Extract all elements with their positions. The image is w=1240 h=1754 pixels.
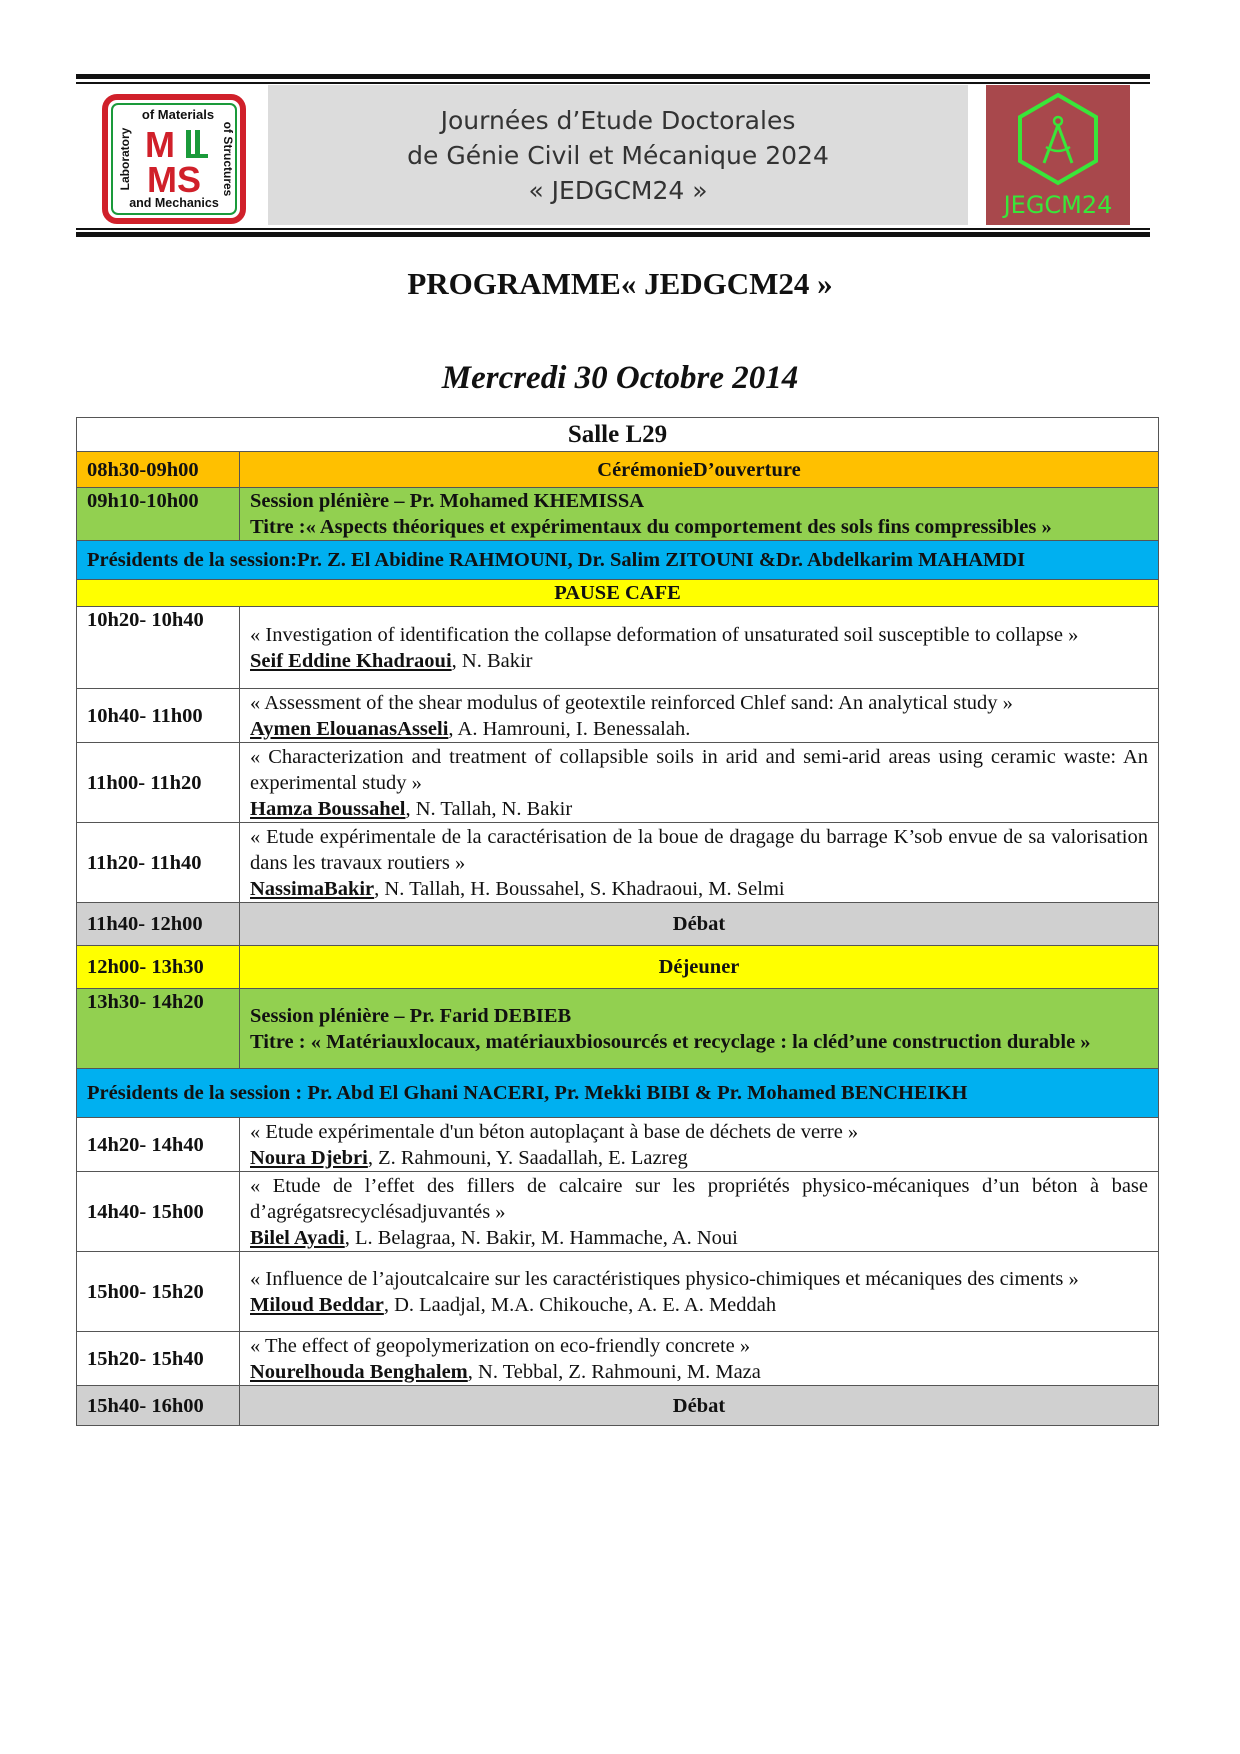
talk-cell <box>240 1172 1159 1252</box>
presidents2-row <box>77 1069 1159 1118</box>
talk-authors <box>250 648 1148 674</box>
talk-title: « Influence de l’ajoutcalcaire sur les caractéristiques physico-chimiques et mécaniques des ciments » <box>250 1267 1079 1290</box>
program-title: PROGRAMME« JEDGCM24 » <box>407 266 833 301</box>
opening-row <box>77 452 1159 488</box>
talk-main-author: NassimaBakir <box>250 877 375 900</box>
debate1-time: 11h40- 12h00 <box>77 903 240 946</box>
talk-row <box>77 689 1159 743</box>
talk-main-author: Miloud Beddar <box>250 1293 384 1316</box>
talk-coauthors: , N. Tallah, H. Boussahel, S. Khadraoui, M. Selmi <box>374 877 785 900</box>
logo-text-right: of Structures <box>221 121 235 197</box>
logo-monogram-m: M <box>145 124 175 165</box>
talk-coauthors: , N. Bakir <box>451 649 533 672</box>
talk-title: « Assessment of the shear modulus of geotextile reinforced Chlef sand: An analytical study » <box>250 691 1013 714</box>
talk-authors <box>250 1292 1148 1318</box>
talk-coauthors: , N. Tebbal, Z. Rahmouni, M. Maza <box>467 1360 761 1383</box>
talk-cell <box>240 1252 1159 1332</box>
talk-title: « Investigation of identification the collapse deformation of unsaturated soil susceptible to collapse » <box>250 623 1079 646</box>
talk-cell <box>240 823 1159 903</box>
plenary2-title: Titre : « Matériauxlocaux, matériauxbiosourcés et recyclage : la cléd’une construction durable » <box>250 1030 1091 1053</box>
lunch-row <box>77 946 1159 989</box>
talk-title: « Etude expérimentale d'un béton autoplaçant à base de déchets de verre » <box>250 1120 859 1143</box>
talk-main-author: Aymen ElouanasAsseli <box>250 717 449 740</box>
talk-main-author: Seif Eddine Khadraoui <box>250 649 452 672</box>
banner-line-2: de Génie Civil et Mécanique 2024 <box>407 140 829 170</box>
debate2-row <box>77 1386 1159 1426</box>
talk-authors <box>250 796 1148 822</box>
talk-authors <box>250 1225 1148 1251</box>
talk-authors <box>250 876 1148 902</box>
plenary1-time: 09h10-10h00 <box>77 488 240 541</box>
talk-title: « Characterization and treatment of collapsible soils in arid and semi-arid areas using ceramic waste: An experimental study » <box>250 745 1148 794</box>
plenary1-row <box>77 488 1159 541</box>
banner-line-1: Journées d’Etude Doctorales <box>440 105 796 135</box>
opening-label: CérémonieD’ouverture <box>240 452 1159 488</box>
logo-monogram-ms: MS <box>147 159 201 200</box>
header-rule-top <box>76 74 1150 79</box>
plenary1-speaker: Session plénière – Pr. Mohamed KHEMISSA <box>250 490 645 512</box>
talk-coauthors: , L. Belagraa, N. Bakir, M. Hammache, A. Noui <box>344 1226 738 1249</box>
talk-row <box>77 1172 1159 1252</box>
lmms-logo <box>102 94 246 224</box>
talk-main-author: Noura Djebri <box>250 1146 368 1169</box>
header-rule-bottom-thin <box>76 228 1150 230</box>
presidents1-row <box>77 541 1159 580</box>
opening-time: 08h30-09h00 <box>77 452 240 488</box>
plenary1-cell <box>240 488 1159 541</box>
debate1-row <box>77 903 1159 946</box>
talk-coauthors: , Z. Rahmouni, Y. Saadallah, E. Lazreg <box>367 1146 688 1169</box>
talk-main-author: Nourelhouda Benghalem <box>250 1360 468 1383</box>
talk-authors <box>250 716 1148 742</box>
debate2-time: 15h40- 16h00 <box>77 1386 240 1426</box>
talk-cell <box>240 1332 1159 1386</box>
plenary2-cell <box>240 989 1159 1069</box>
talk-title: « The effect of geopolymerization on eco-friendly concrete » <box>250 1334 751 1357</box>
presidents2-cell: Présidents de la session : Pr. Abd El Ghani NACERI, Pr. Mekki BIBI & Pr. Mohamed BENCHEIKH <box>77 1069 1159 1118</box>
talk-cell <box>240 689 1159 743</box>
room-cell: Salle L29 <box>77 418 1159 452</box>
talk-time: 15h00- 15h20 <box>77 1252 240 1332</box>
plenary2-speaker: Session plénière – Pr. Farid DEBIEB <box>250 1004 572 1027</box>
debate1-label: Débat <box>240 903 1159 946</box>
plenary1-title: Titre :« Aspects théoriques et expérimentaux du comportement des sols fins compressibles » <box>250 516 1052 538</box>
talk-time: 10h20- 10h40 <box>77 607 240 689</box>
talk-coauthors: , A. Hamrouni, I. Benessalah. <box>448 717 691 740</box>
plenary2-time: 13h30- 14h20 <box>77 989 240 1069</box>
talk-main-author: Hamza Boussahel <box>250 797 406 820</box>
talk-authors <box>250 1359 1148 1385</box>
talk-time: 11h00- 11h20 <box>77 743 240 823</box>
talk-time: 11h20- 11h40 <box>77 823 240 903</box>
logo-text-bottom: and Mechanics <box>129 196 219 210</box>
plenary2-row <box>77 989 1159 1069</box>
jegcm24-logo <box>986 85 1130 225</box>
talk-authors <box>250 1145 1148 1171</box>
presidents1-cell: Présidents de la session:Pr. Z. El Abidine RAHMOUNI, Dr. Salim ZITOUNI &Dr. Abdelkarim MAHAMDI <box>77 541 1159 580</box>
talk-main-author: Bilel Ayadi <box>250 1226 345 1249</box>
talk-time: 14h20- 14h40 <box>77 1118 240 1172</box>
header-rule-top-thin <box>76 82 1150 84</box>
talk-row <box>77 743 1159 823</box>
talk-row <box>77 1118 1159 1172</box>
header-rule-bottom <box>76 232 1150 237</box>
lunch-time: 12h00- 13h30 <box>77 946 240 989</box>
talk-cell <box>240 743 1159 823</box>
talk-row <box>77 823 1159 903</box>
talk-coauthors: , N. Tallah, N. Bakir <box>405 797 573 820</box>
program-table <box>76 417 1159 1426</box>
talk-cell <box>240 1118 1159 1172</box>
talk-row <box>77 607 1159 689</box>
talk-cell <box>240 607 1159 689</box>
jegcm24-logo-label: JEGCM24 <box>1003 191 1113 219</box>
day-title: Mercredi 30 Octobre 2014 <box>441 360 799 396</box>
pause-cell: PAUSE CAFE <box>77 580 1159 607</box>
talk-time: 14h40- 15h00 <box>77 1172 240 1252</box>
talk-title: « Etude de l’effet des fillers de calcaire sur les propriétés physico-mécaniques d’un béton à base d’agrégatsrecyclésadjuvantés » <box>250 1174 1148 1223</box>
room-row <box>77 418 1159 452</box>
talk-time: 10h40- 11h00 <box>77 689 240 743</box>
logo-text-top: of Materials <box>141 107 215 122</box>
talk-row <box>77 1252 1159 1332</box>
talk-row <box>77 1332 1159 1386</box>
talk-coauthors: , D. Laadjal, M.A. Chikouche, A. E. A. Meddah <box>383 1293 777 1316</box>
logo-text-left: Laboratory <box>118 127 132 191</box>
banner-line-3: « JEDGCM24 » <box>528 175 708 205</box>
talk-time: 15h20- 15h40 <box>77 1332 240 1386</box>
pause-row <box>77 580 1159 607</box>
lunch-label: Déjeuner <box>240 946 1159 989</box>
debate2-label: Débat <box>240 1386 1159 1426</box>
talk-title: « Etude expérimentale de la caractérisation de la boue de dragage du barrage K’sob envue de sa valorisation dans les travaux routiers » <box>250 825 1148 874</box>
conference-banner <box>268 85 968 225</box>
